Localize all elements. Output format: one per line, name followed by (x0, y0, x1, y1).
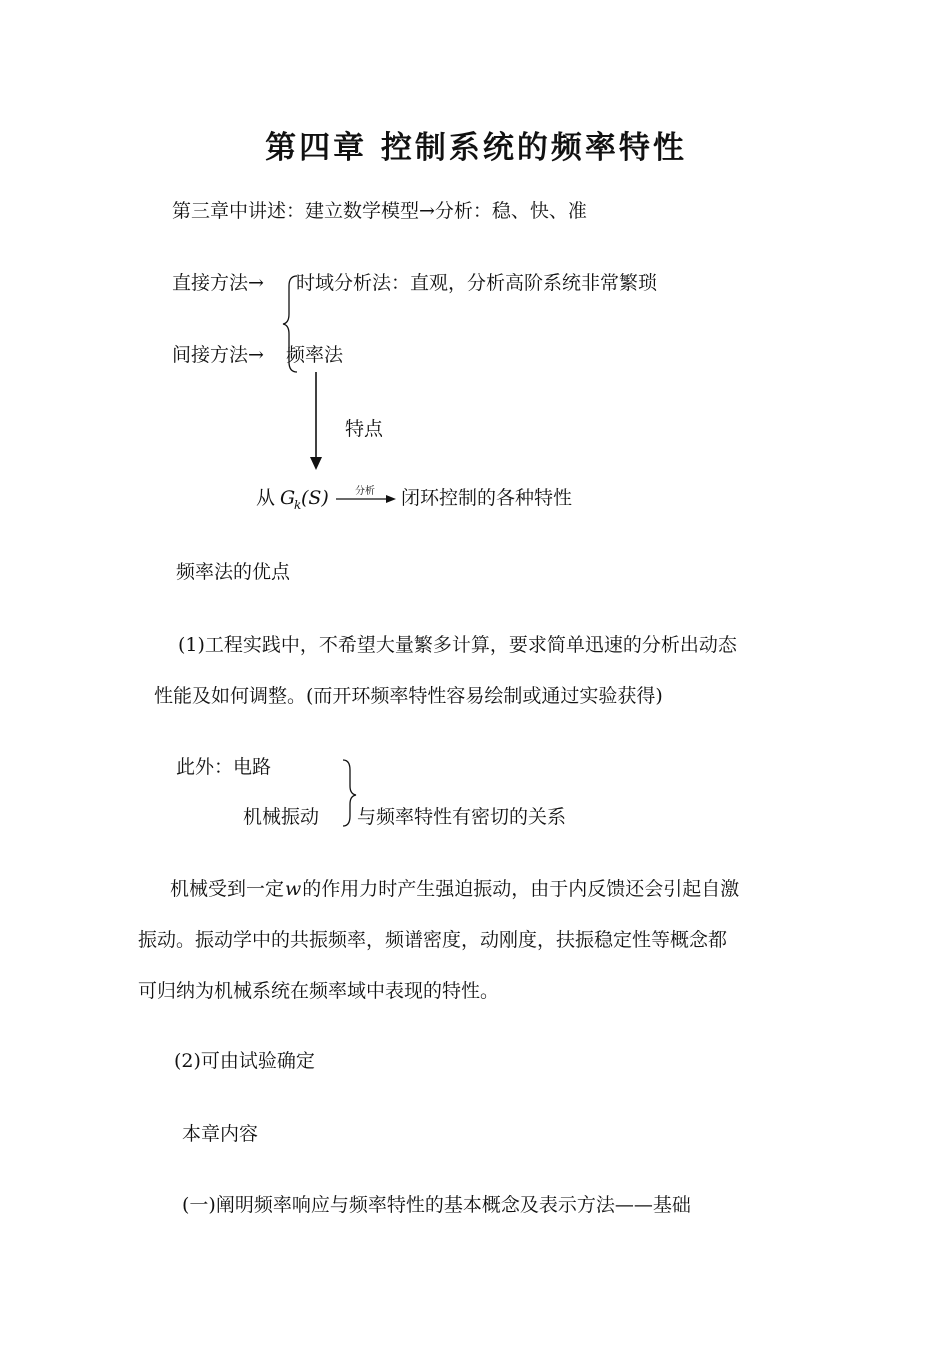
item-one: (一)阐明频率响应与频率特性的基本概念及表示方法——基础 (182, 1194, 691, 1216)
relation-text: 与频率特性有密切的关系 (357, 806, 567, 828)
feature-label: 特点 (345, 418, 384, 440)
item1-line2: 性能及如何调整。(而开环频率特性容易绘制或通过实验获得) (154, 685, 663, 707)
gk-symbol: G (280, 487, 296, 509)
advantages-heading: 频率法的优点 (176, 561, 291, 583)
paragraph-line3: 可归纳为机械系统在频率域中表现的特性。 (138, 980, 500, 1002)
paragraph-line2: 振动。振动学中的共振频率，频谱密度，动刚度，扶振稳定性等概念都 (138, 929, 728, 951)
down-arrow-head (310, 457, 322, 470)
besides-label: 此外：电路 (176, 756, 272, 778)
item1-line1: (1)工程实践中，不希望大量繁多计算，要求简单迅速的分析出动态 (178, 634, 737, 656)
gk-argument: (S) (301, 487, 329, 509)
analysis-arrow-head (386, 495, 396, 503)
frequency-method: 频率法 (286, 344, 344, 366)
paragraph-line1-end: 的作用力时产生强迫振动，由于内反馈还会引起自激 (302, 878, 740, 900)
omega-symbol: w (285, 878, 302, 900)
analysis-arrow-label: 分析 (355, 486, 375, 497)
time-domain-method: 时域分析法：直观，分析高阶系统非常繁琐 (296, 272, 658, 294)
direct-method-label: 直接方法→ (172, 272, 264, 294)
chapter-title: 第四章 控制系统的频率特性 (265, 130, 687, 166)
methods-brace (283, 276, 297, 372)
closed-loop-characteristics: 闭环控制的各种特性 (401, 487, 573, 509)
item2: (2)可由试验确定 (174, 1050, 315, 1072)
intro-line: 第三章中讲述：建立数学模型→分析：稳、快、准 (172, 200, 587, 222)
relation-brace (343, 760, 356, 826)
chapter-content-heading: 本章内容 (182, 1123, 259, 1145)
from-prefix: 从 (256, 487, 276, 509)
indirect-method-label: 间接方法→ (172, 344, 264, 366)
paragraph-line1-start: 机械受到一定 (170, 878, 285, 900)
mechanical-vibration: 机械振动 (243, 806, 320, 828)
gk-subscript: k (294, 498, 302, 512)
